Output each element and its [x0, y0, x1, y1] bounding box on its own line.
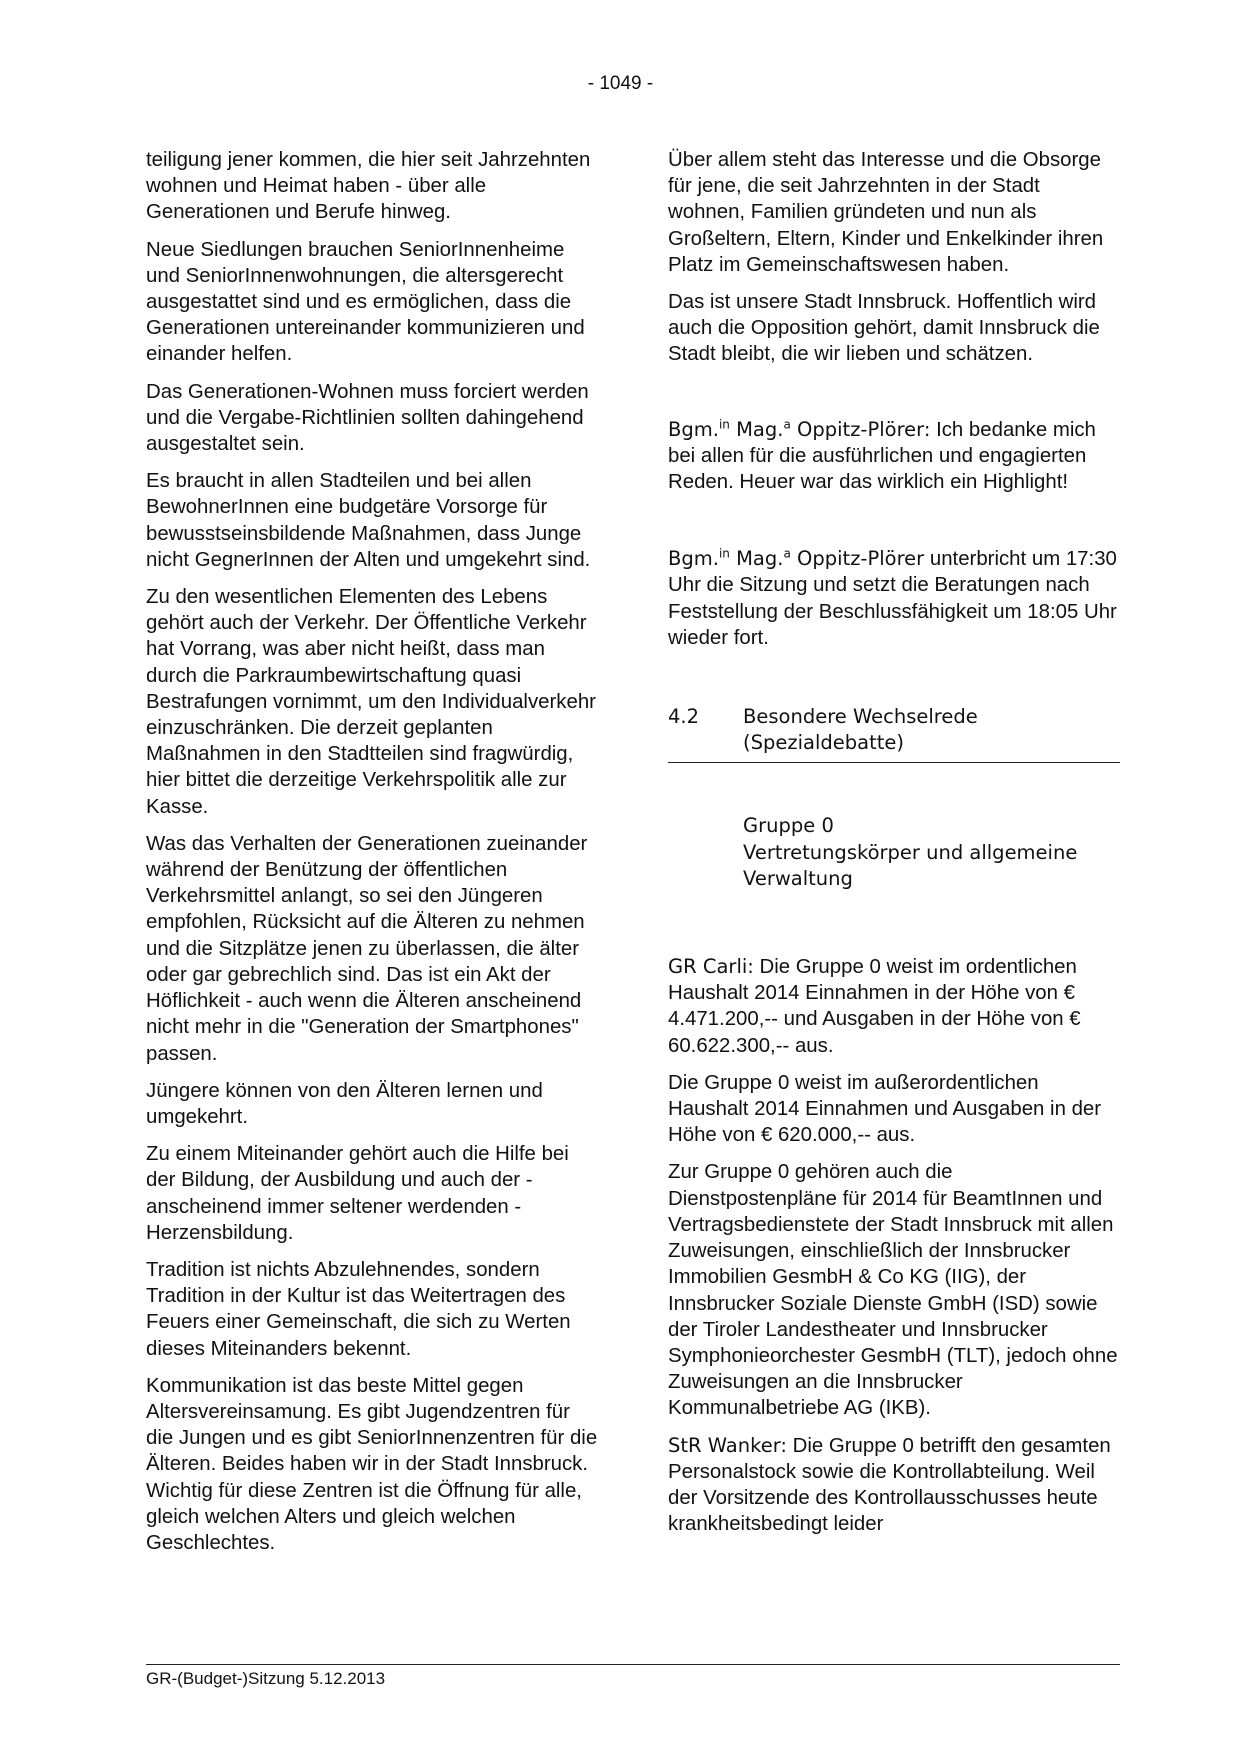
paragraph: Das Generationen-Wohnen muss forciert werden und die Vergabe-Richtlinien sollten dahingehend ausgestaltet sein. [146, 380, 589, 456]
speaker-name: Bgm.$^{in}$ Mag.$^a$ Oppitz-Plörer [668, 546, 925, 571]
speech-gr-carli [668, 954, 1120, 1059]
paragraph: Neue Siedlungen brauchen SeniorInnenheime und SeniorInnenwohnungen, die altersgerecht ausgestattet sind und es ermöglichen, dass die Generationen untereinander kommunizieren und einander helfen. [146, 238, 585, 366]
paragraph: teiligung jener kommen, die hier seit Jahrzehnten wohnen und Heimat haben - über alle Generationen und Berufe hinweg. [146, 149, 591, 224]
page-number: - 1049 - [587, 73, 654, 94]
paragraph: Die Gruppe 0 weist im außerordentlichen Haushalt 2014 Einnahmen und Ausgaben in der Höhe von € 620.000,-- aus. [668, 1071, 1102, 1147]
paragraph: Zur Gruppe 0 gehören auch die Dienstpostenpläne für 2014 für BeamtInnen und Vertragsbedienstete der Stadt Innsbruck mit allen Zuweisungen, einschließlich der Innsbrucker Immobilien GesmbH & Co KG (IIG), der Innsbrucker Soziale Dienste GmbH (ISD) sowie der Tiroler Landestheater und Innsbrucker Symphonieorchester GesmbH (TLT), jedoch ohne Zuweisungen an die Innsbrucker Kommunalbetriebe AG (IKB). [668, 1161, 1118, 1420]
speech-text: Die Gruppe 0 weist im ordentlichen Haushalt 2014 Einnahmen in der Höhe von € 4.471.200,-- und Ausgaben in der Höhe von € 60.622.300,-- aus. [668, 956, 1081, 1057]
speaker-name: GR Carli: [668, 955, 754, 979]
section-heading [668, 704, 1120, 763]
paragraph: Es braucht in allen Stadteilen und bei allen BewohnerInnen eine budgetäre Vorsorge für bewusstseinsbildende Maßnahmen, dass Junge nicht GegnerInnen der Alten und umgekehrt sind. [146, 470, 591, 571]
speech-text: unterbricht um 17:30 Uhr die Sitzung und setzt die Beratungen nach Feststellung der Beschlussfähigkeit um 18:05 Uhr wieder fort. [668, 548, 1117, 649]
paragraph: Kommunikation ist das beste Mittel gegen Altersvereinsamung. Es gibt Jugendzentren für die Jungen und es gibt SeniorInnenzentren für die Älteren. Beides haben wir in der Stadt Innsbruck. Wichtig für diese Zentren ist die Öffnung für alle, gleich welchen Alters und gleich welchen Geschlechtes. [146, 1374, 598, 1554]
footer-text: GR-(Budget-)Sitzung 5.12.2013 [146, 1669, 386, 1688]
paragraph: Zu einem Miteinander gehört auch die Hilfe bei der Bildung, der Ausbildung und auch der - anscheinend immer seltener werdenden - Herzensbildung. [146, 1143, 569, 1244]
speech-mayor-thanks [668, 417, 1120, 496]
right-column [668, 147, 1120, 1548]
page-footer [146, 1664, 1120, 1689]
paragraph: Über allem steht das Interesse und die Obsorge für jene, die seit Jahrzehnten in der Stadt wohnen, Familien gründeten und nun als Großeltern, Eltern, Kinder und Enkelkinder ihren Platz im Gemeinschaftswesen haben. [668, 149, 1104, 276]
paragraph: Zu den wesentlichen Elementen des Lebens gehört auch der Verkehr. Der Öffentliche Verkehr hat Vorrang, was aber nicht heißt, dass man durch die Parkraumbewirtschaftung quasi Bestrafungen vornimmt, um den Individualverkehr einzuschränken. Die derzeit geplanten Maßnahmen in den Stadtteilen sind fragwürdig, hier bittet die derzeitige Verkehrspolitik alle zur Kasse. [146, 586, 596, 818]
paragraph: Was das Verhalten der Generationen zueinander während der Benützung der öffentlichen Verkehrsmittel anlangt, so sei den Jüngeren empfohlen, Rücksicht auf die Älteren zu nehmen und die Sitzplätze jenen zu überlassen, die älter oder gar gebrechlich sind. Das ist ein Akt der Höflichkeit - auch wenn die Älteren anscheinend nicht mehr in die "Generation der Smartphones" passen. [146, 832, 588, 1065]
section-title: Besondere Wechselrede (Spezialdebatte) [743, 705, 978, 755]
group-heading [743, 813, 1120, 892]
group-title: Vertretungskörper und allgemeine Verwaltung [743, 840, 1078, 890]
speaker-name: StR Wanker: [668, 1433, 787, 1457]
paragraph: Tradition ist nichts Abzulehnendes, sondern Tradition in der Kultur ist das Weitertragen des Feuers einer Gemeinschaft, die sich zu Werten dieses Miteinanders bekennt. [146, 1258, 571, 1360]
section-number: 4.2 [668, 705, 700, 729]
left-column [146, 147, 598, 1567]
paragraph: Jüngere können von den Älteren lernen und umgekehrt. [146, 1079, 543, 1128]
paragraph: Das ist unsere Stadt Innsbruck. Hoffentlich wird auch die Opposition gehört, damit Innsbruck die Stadt bleibt, die wir lieben und schätzen. [668, 291, 1100, 366]
speech-mayor-interruption [668, 546, 1120, 651]
speech-text: Die Gruppe 0 betrifft den gesamten Personalstock sowie die Kontrollabteilung. Weil der Vorsitzende des Kontrollausschusses heute krankheitsbedingt leider [668, 1434, 1111, 1536]
speech-text: Ich bedanke mich bei allen für die ausführlichen und engagierten Reden. Heuer war das wirklich ein Highlight! [668, 418, 1096, 494]
speaker-name: Bgm.$^{in}$ Mag.$^a$ Oppitz-Plörer: [668, 417, 931, 441]
speech-str-wanker [668, 1433, 1120, 1538]
group-number: Gruppe 0 [743, 814, 834, 838]
